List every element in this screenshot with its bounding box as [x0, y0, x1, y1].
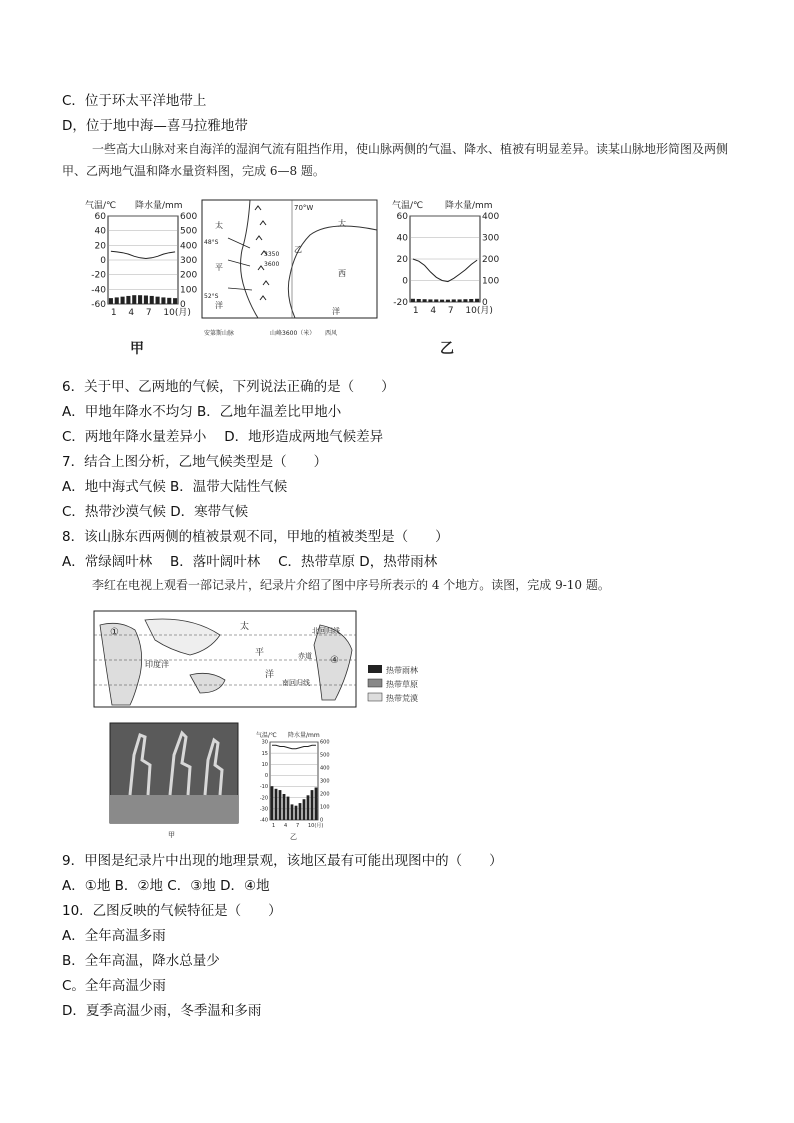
jia-precip-tick: 500 — [180, 226, 198, 237]
yi-x-tick: 4 — [430, 306, 437, 316]
jia-temp-tick: -20 — [91, 270, 106, 281]
jia-temp-tick: -40 — [91, 285, 106, 296]
figure-2 — [90, 605, 470, 845]
jia-precip-tick: 0 — [180, 300, 186, 310]
jia-x-tick: 1 — [110, 308, 117, 318]
yi-precip-bar — [428, 299, 432, 302]
jia-precip-bar — [126, 296, 130, 304]
map-label-yang: 洋 — [215, 301, 223, 310]
q6-options-ab: A．甲地年降水不均匀 B．乙地年温差比甲地小 — [62, 404, 342, 420]
c2-temp-tick: -10 — [259, 784, 268, 791]
map-label-yang2: 洋 — [332, 307, 340, 316]
c2-temp-tick: -30 — [259, 806, 268, 813]
yi-precip-bar — [423, 299, 427, 302]
giraffe-photo — [110, 723, 238, 839]
map-label-xi: 西 — [338, 269, 346, 278]
wm-marker-4: ④ — [330, 655, 339, 666]
chart-yi — [392, 199, 499, 357]
jia-x-tick: 10(月) — [163, 308, 191, 318]
c2-precip-bar — [271, 786, 274, 820]
wm-label-yang: 洋 — [265, 670, 275, 680]
q8-stem: 8．该山脉东西两侧的植被景观不同，甲地的植被类型是（ ） — [62, 529, 449, 545]
c2-caption: 乙 — [290, 833, 297, 841]
c2-x-tick: 10(月) — [308, 823, 324, 829]
yi-x-tick: 7 — [447, 306, 454, 316]
yi-precip-tick: 200 — [482, 255, 500, 265]
q6-options-cd: C．两地年降水量差异小 D．地形造成两地气候差异 — [62, 429, 384, 445]
yi-precip-bar — [411, 299, 415, 302]
jia-temp-line — [111, 251, 175, 258]
yi-precip-bar — [440, 300, 444, 302]
yi-precip-tick: 400 — [482, 212, 500, 222]
c2-precip-bar — [311, 790, 314, 820]
map-label-48s: 48°S — [204, 239, 219, 246]
intro-text-1: 一些高大山脉对来自海洋的湿润气流有阻挡作用，使山脉两侧的气温、降水、植被有明显差异。读某山脉地形简图及两侧甲、乙两地气温和降水量资料图，完成 6—8 题。 — [62, 142, 729, 178]
chart-jia — [85, 199, 197, 357]
legend-rainforest: 热带雨林 — [386, 666, 418, 675]
q10-option-b: B．全年高温，降水总量少 — [62, 953, 220, 969]
wm-label-tai: 太 — [240, 622, 250, 632]
c2-precip-tick: 600 — [320, 739, 330, 746]
c2-precip-bar — [291, 804, 294, 820]
wm-label-tropic-cancer: 北回归线 — [312, 627, 340, 635]
jia-precip-bar — [121, 297, 125, 304]
intro-paragraph-2 — [62, 574, 742, 596]
q5-option-d: D，位于地中海—喜马拉雅地带 — [62, 118, 248, 134]
c2-precip-tick: 500 — [320, 752, 330, 759]
q5-option-c: C．位于环太平洋地带上 — [62, 93, 207, 109]
map-label-3600: 3600 — [264, 261, 280, 268]
yi-x-tick: 10(月) — [465, 306, 493, 316]
yi-left-axis-label: 气温/℃ — [392, 201, 424, 211]
yi-caption: 乙 — [440, 341, 454, 357]
q10-option-a: A．全年高温多雨 — [62, 928, 166, 944]
c2-temp-tick: -40 — [259, 817, 268, 824]
jia-precip-bar — [115, 297, 119, 304]
yi-x-tick: 1 — [412, 306, 419, 316]
jia-precip-bar — [167, 298, 171, 304]
map-label-70w: 70°W — [294, 204, 314, 212]
c2-precip-bar — [299, 803, 302, 820]
world-map-legend — [368, 665, 418, 703]
map-label-3350: 3350 — [264, 251, 280, 258]
map-legend-andes: 安第斯山脉 — [204, 330, 235, 337]
yi-precip-tick: 300 — [482, 233, 500, 244]
q7-stem: 7．结合上图分析，乙地气候类型是（ ） — [62, 454, 328, 470]
c2-temp-line — [272, 745, 316, 748]
jia-precip-bar — [144, 295, 148, 304]
c2-precip-tick: 0 — [320, 817, 324, 824]
jia-precip-tick: 100 — [180, 285, 198, 296]
yi-precip-bar — [475, 299, 479, 302]
jia-precip-tick: 400 — [180, 241, 198, 252]
c2-x-tick: 7 — [296, 823, 300, 829]
yi-precip-bar — [463, 299, 467, 302]
c2-left-axis-label: 气温/℃ — [256, 732, 277, 739]
q9-stem: 9．甲图是纪录片中出现的地理景观，该地区最有可能出现图中的（ ） — [62, 853, 503, 869]
c2-precip-bar — [315, 788, 318, 821]
q10-stem: 10．乙图反映的气候特征是（ ） — [62, 903, 282, 919]
q10-option-d: D．夏季高温少雨，冬季温和多雨 — [62, 1003, 262, 1019]
c2-precip-tick: 300 — [320, 778, 330, 785]
legend-savanna: 热带草原 — [386, 680, 418, 689]
yi-temp-line — [413, 259, 477, 282]
c2-precip-tick: 100 — [320, 804, 330, 811]
jia-precip-bar — [109, 298, 113, 304]
jia-precip-bar — [132, 295, 136, 304]
jia-caption: 甲 — [130, 341, 144, 357]
c2-temp-tick: 30 — [261, 739, 268, 746]
c2-right-axis-label: 降水量/mm — [288, 732, 320, 739]
wm-label-tropic-capricorn: 南回归线 — [282, 679, 310, 687]
world-map — [94, 611, 356, 707]
c2-temp-tick: -20 — [259, 795, 268, 802]
jia-precip-bar — [138, 295, 142, 304]
map-legend-westerly: 西风 — [325, 330, 338, 337]
q9-options: A．①地 B．②地 C．③地 D．④地 — [62, 878, 270, 894]
jia-precip-bar — [156, 297, 160, 304]
jia-temp-tick: -60 — [91, 300, 106, 310]
q10-option-c: C。全年高温少雨 — [62, 978, 166, 994]
yi-right-axis-label: 降水量/mm — [445, 201, 493, 211]
jia-x-tick: 7 — [145, 308, 152, 318]
c2-x-tick: 4 — [284, 823, 288, 829]
intro-text-2: 李红在电视上观看一部记录片，纪录片介绍了图中序号所表示的 4 个地方。读图，完成 9-10 题。 — [92, 578, 610, 592]
c2-precip-bar — [279, 790, 282, 820]
yi-precip-bar — [452, 299, 456, 302]
jia-temp-tick: 60 — [94, 212, 106, 222]
c2-x-tick: 1 — [272, 823, 276, 829]
map-label-yi: 乙 — [294, 245, 302, 254]
andes-map — [202, 200, 377, 337]
q8-options: A．常绿阔叶林 B．落叶阔叶林 C．热带草原 D，热带雨林 — [62, 554, 438, 570]
c2-precip-bar — [295, 806, 298, 820]
c2-precip-bar — [303, 799, 306, 820]
jia-temp-tick: 40 — [94, 226, 106, 237]
photo-caption: 甲 — [168, 831, 175, 839]
yi-precip-bar — [458, 299, 462, 302]
q6-stem: 6．关于甲、乙两地的气候，下列说法正确的是（ ） — [62, 379, 395, 395]
legend-desert: 热带荒漠 — [386, 694, 418, 703]
figure-1 — [80, 190, 530, 360]
q7-options-cd: C．热带沙漠气候 D．寒带气候 — [62, 504, 249, 520]
jia-precip-bar — [173, 298, 177, 304]
yi-precip-bar — [469, 299, 473, 302]
jia-temp-tick: 0 — [100, 256, 106, 266]
c2-precip-bar — [275, 789, 278, 820]
yi-temp-tick: 40 — [396, 233, 408, 244]
yi-temp-tick: 60 — [396, 212, 408, 222]
wm-marker-1: ① — [110, 627, 119, 638]
yi-precip-tick: 0 — [482, 298, 488, 308]
yi-temp-tick: 20 — [396, 255, 408, 265]
wm-label-ping: 平 — [255, 648, 265, 658]
map-label-ping: 平 — [215, 263, 223, 272]
c2-temp-tick: 15 — [261, 750, 268, 757]
yi-precip-bar — [446, 300, 450, 302]
wm-label-indian-ocean: 印度洋 — [145, 660, 169, 669]
c2-precip-tick: 400 — [320, 765, 330, 772]
jia-x-tick: 4 — [128, 308, 135, 318]
map-label-da: 大 — [338, 219, 346, 228]
c2-temp-tick: 10 — [261, 761, 268, 768]
yi-precip-bar — [417, 299, 421, 302]
c2-precip-bar — [283, 794, 286, 820]
map-legend-peak: 山峰3600（米） — [270, 330, 316, 337]
jia-precip-tick: 200 — [180, 270, 198, 281]
chart-fig2 — [256, 731, 330, 841]
jia-precip-bar — [161, 297, 165, 304]
yi-temp-tick: 0 — [402, 276, 408, 287]
c2-precip-tick: 200 — [320, 791, 330, 798]
jia-temp-tick: 20 — [94, 241, 106, 252]
wm-label-equator: 赤道 — [298, 652, 312, 660]
yi-precip-bar — [434, 299, 438, 302]
jia-precip-tick: 600 — [180, 212, 198, 222]
c2-precip-bar — [307, 795, 310, 820]
q7-options-ab: A．地中海式气候 B．温带大陆性气候 — [62, 479, 288, 495]
map-label-52s: 52°S — [204, 293, 219, 300]
intro-paragraph-1 — [62, 138, 742, 182]
map-label-tai: 太 — [215, 221, 223, 230]
jia-precip-bar — [150, 296, 154, 304]
yi-precip-tick: 100 — [482, 276, 500, 287]
c2-temp-tick: 0 — [264, 773, 268, 780]
c2-precip-bar — [287, 797, 290, 820]
jia-left-axis-label: 气温/℃ — [85, 201, 117, 211]
yi-temp-tick: -20 — [393, 298, 408, 308]
jia-precip-tick: 300 — [180, 256, 198, 266]
jia-right-axis-label: 降水量/mm — [135, 201, 183, 211]
